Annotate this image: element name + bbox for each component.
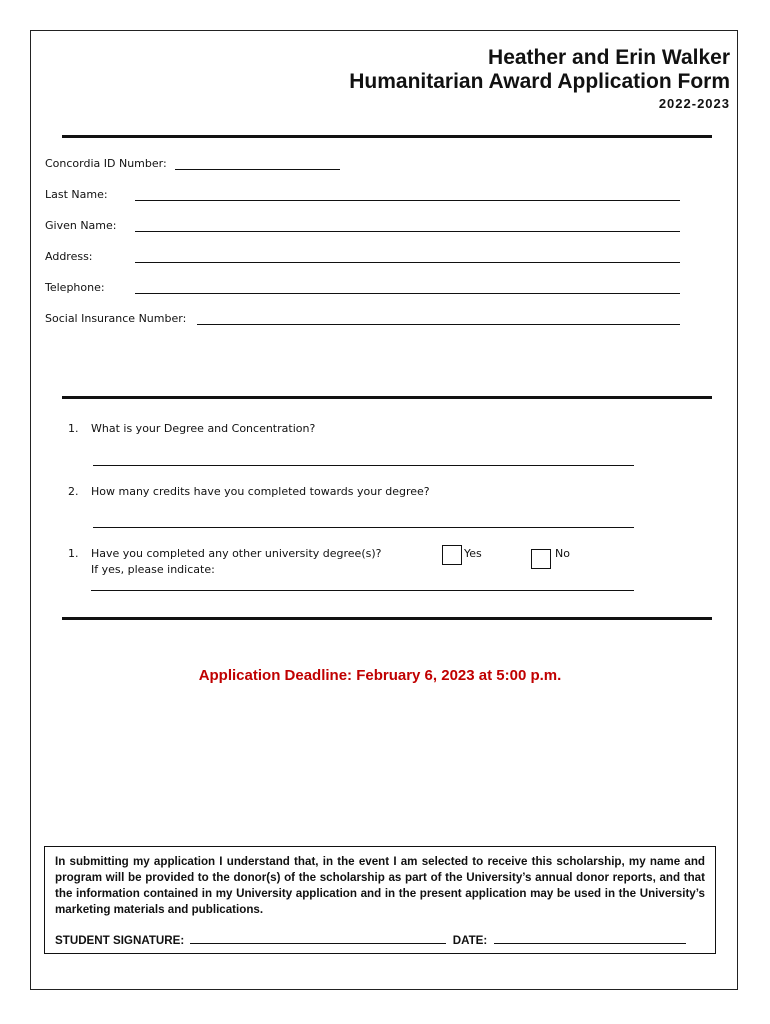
date-label: DATE: xyxy=(452,934,488,947)
consent-statement: In submitting my application I understand that, in the event I am selected to receive this scholarship, my name and program will be provided to the donor(s) of the scholarship as part of the University’s annual donor reports, and that the information contained in my University application and in the present application may be used in the University’s marketing materials and publications. xyxy=(55,855,705,916)
section-divider-middle xyxy=(62,396,712,399)
question-2-number: 2. xyxy=(68,485,79,498)
question-2-text: How many credits have you completed towards your degree? xyxy=(91,485,430,498)
question-1-answer-field[interactable] xyxy=(93,465,634,466)
question-3-number: 1. xyxy=(68,547,79,560)
student-signature-label: STUDENT SIGNATURE: xyxy=(55,934,185,947)
question-3-text: Have you completed any other university degree(s)? xyxy=(91,547,382,560)
given-name-label: Given Name: xyxy=(45,219,117,232)
no-checkbox[interactable] xyxy=(531,549,551,569)
question-2-answer-field[interactable] xyxy=(93,527,634,528)
telephone-field[interactable] xyxy=(135,293,680,294)
application-deadline: Application Deadline: February 6, 2023 at 5:00 p.m. xyxy=(198,667,562,684)
question-1-number: 1. xyxy=(68,422,79,435)
sin-label: Social Insurance Number: xyxy=(45,312,187,325)
form-title-line1: Heather and Erin Walker xyxy=(488,46,730,69)
address-field[interactable] xyxy=(135,262,680,263)
sin-field[interactable] xyxy=(197,324,680,325)
question-3-subtext: If yes, please indicate: xyxy=(91,563,215,576)
question-1-text: What is your Degree and Concentration? xyxy=(91,422,316,435)
last-name-label: Last Name: xyxy=(45,188,108,201)
concordia-id-field[interactable] xyxy=(175,169,340,170)
student-signature-field[interactable] xyxy=(190,933,446,944)
telephone-label: Telephone: xyxy=(45,281,105,294)
date-field[interactable] xyxy=(494,933,686,944)
yes-checkbox[interactable] xyxy=(442,545,462,565)
section-divider-bottom xyxy=(62,617,712,620)
address-label: Address: xyxy=(45,250,93,263)
form-title-line2: Humanitarian Award Application Form xyxy=(349,70,730,93)
consent-box xyxy=(44,846,716,954)
form-year: 2022-2023 xyxy=(658,96,730,111)
question-3-answer-field[interactable] xyxy=(91,590,634,591)
section-divider-top xyxy=(62,135,712,138)
given-name-field[interactable] xyxy=(135,231,680,232)
yes-label: Yes xyxy=(464,547,482,560)
concordia-id-label: Concordia ID Number: xyxy=(45,157,167,170)
no-label: No xyxy=(555,547,570,560)
signature-row xyxy=(55,933,689,947)
last-name-field[interactable] xyxy=(135,200,680,201)
